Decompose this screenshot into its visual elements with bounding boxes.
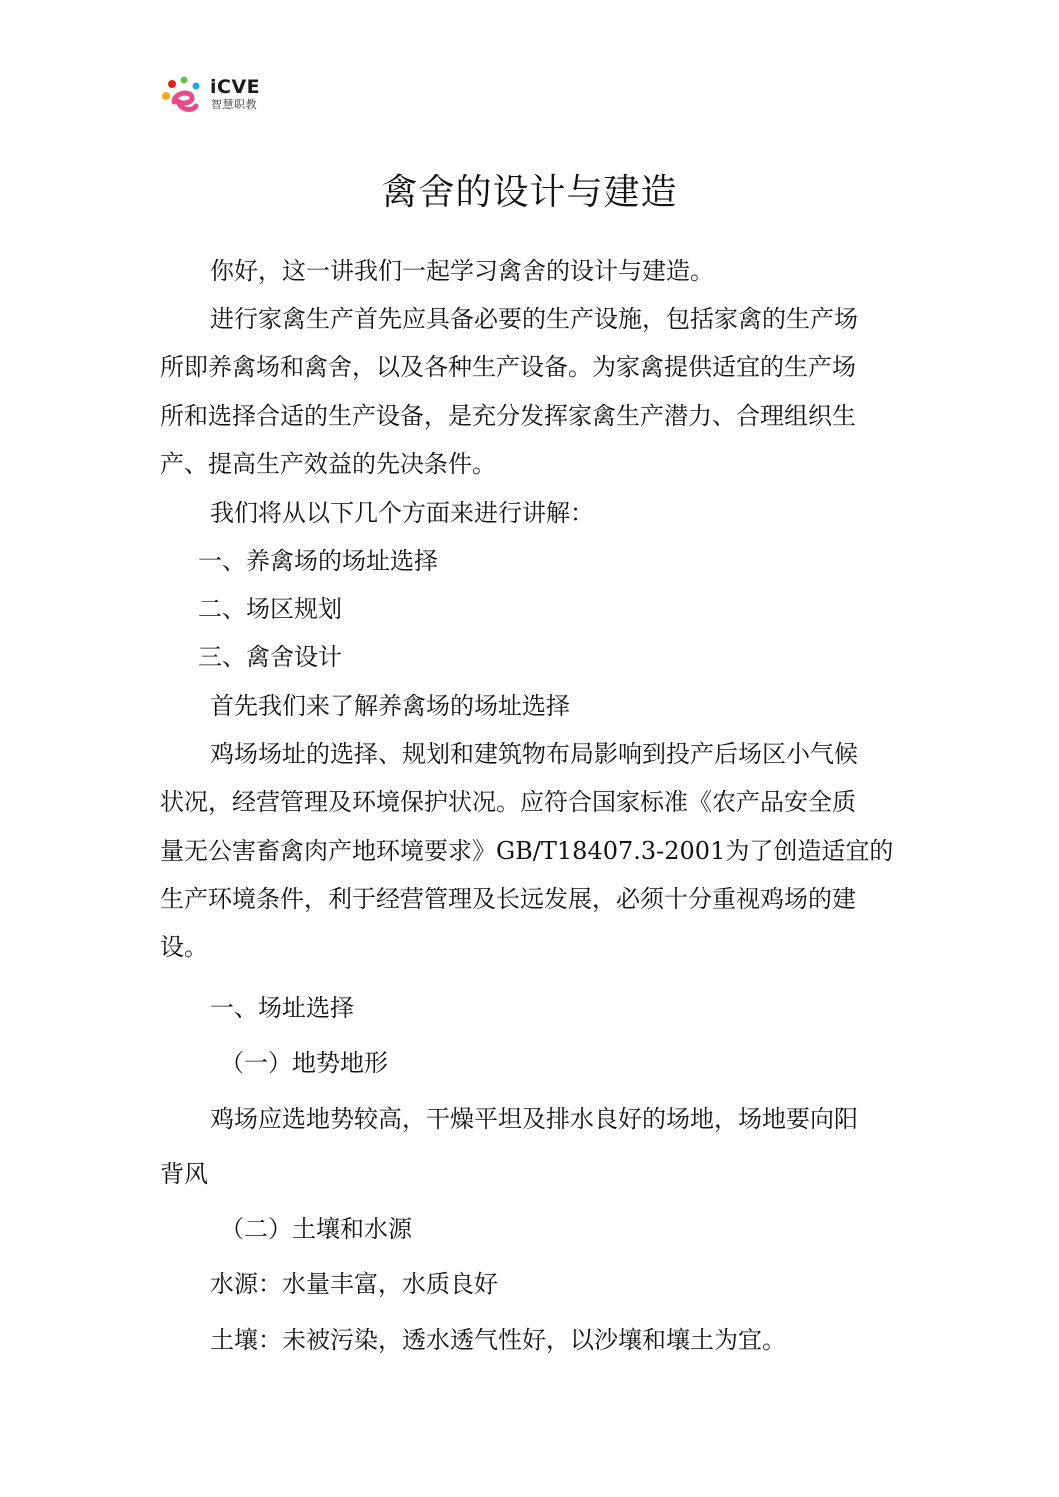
outline-item: 二、场区规划 — [198, 595, 342, 623]
paragraph-line: 你好，这一讲我们一起学习禽舍的设计与建造。 — [210, 257, 714, 285]
paragraph-line: 进行家禽生产首先应具备必要的生产设施，包括家禽的生产场 — [210, 305, 858, 333]
logo-subtext: 智慧职教 — [211, 98, 257, 111]
icve-logo — [160, 74, 270, 118]
paragraph-line: 设。 — [160, 933, 208, 961]
paragraph-line: 所和选择合适的生产设备，是充分发挥家禽生产潜力、合理组织生 — [160, 402, 856, 430]
paragraph-line: 鸡场应选地势较高，干燥平坦及排水良好的场地，场地要向阳 — [210, 1105, 858, 1133]
paragraph-line: 土壤：未被污染，透水透气性好，以沙壤和壤土为宜。 — [210, 1326, 786, 1354]
icve-logo-icon — [160, 74, 208, 118]
paragraph-line: 我们将从以下几个方面来进行讲解： — [210, 499, 594, 527]
outline-item: 一、养禽场的场址选择 — [198, 547, 438, 575]
subsection-heading: （二）土壤和水源 — [220, 1215, 412, 1243]
paragraph-line: 生产环境条件，利于经营管理及长远发展，必须十分重视鸡场的建 — [160, 885, 856, 913]
page-title: 禽舍的设计与建造 — [381, 172, 678, 213]
paragraph-line: 状况，经营管理及环境保护状况。应符合国家标准《农产品安全质 — [160, 788, 856, 816]
logo-text: iCVE — [210, 76, 261, 98]
paragraph-line: 水源：水量丰富，水质良好 — [210, 1270, 498, 1298]
paragraph-line: 背风 — [160, 1160, 208, 1188]
paragraph-line: 所即养禽场和禽舍，以及各种生产设备。为家禽提供适宜的生产场 — [160, 353, 856, 381]
outline-item: 三、禽舍设计 — [198, 643, 342, 671]
paragraph-line: 产、提高生产效益的先决条件。 — [160, 450, 496, 478]
section-heading: 一、场址选择 — [210, 994, 354, 1022]
paragraph-line: 量无公害畜禽肉产地环境要求》GB/T18407.3-2001为了创造适宜的 — [160, 837, 894, 865]
subsection-heading: （一）地势地形 — [220, 1049, 388, 1077]
paragraph-line: 首先我们来了解养禽场的场址选择 — [210, 692, 570, 720]
paragraph-line: 鸡场场址的选择、规划和建筑物布局影响到投产后场区小气候 — [210, 740, 858, 768]
